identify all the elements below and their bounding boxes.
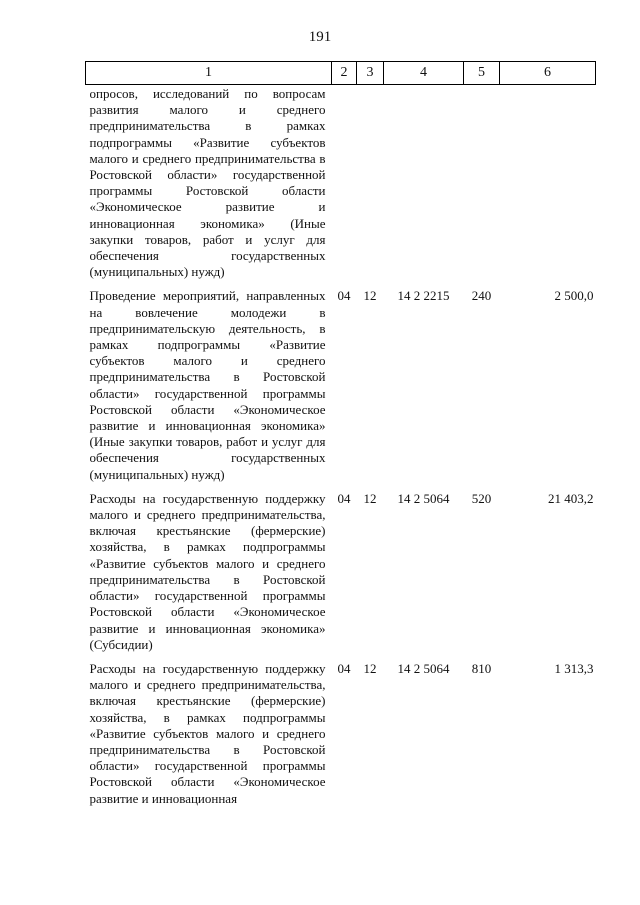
budget-table — [85, 61, 596, 807]
row-target-article — [384, 85, 464, 281]
row-expense-type — [464, 85, 500, 281]
row-subsection: 12 — [363, 288, 377, 304]
row-description: опросов, исследований по вопросам развития малого и среднего предпринимательства в рамках подпрограммы «Развитие субъектов малого и среднего предпринимательства в Ростовской области» государственной программы Ростовской области «Экономическое развитие и инновационная экономика» (Иные закупки товаров, работ и услуг для обеспечения государственных (муниципальных) нужд) — [89, 86, 326, 280]
column-header-4: 4 — [384, 62, 464, 85]
row-expense-type: 520 — [471, 490, 492, 506]
row-expense-type: 240 — [471, 288, 492, 304]
table-row — [86, 85, 596, 281]
row-amount: 21 403,2 — [548, 490, 594, 506]
column-header-3: 3 — [357, 62, 384, 85]
row-amount: 2 500,0 — [554, 288, 594, 304]
row-section: 04 — [337, 288, 351, 304]
row-target-article: 14 2 5064 — [397, 660, 450, 676]
column-header-6: 6 — [500, 62, 596, 85]
row-subsection — [357, 85, 384, 281]
column-header-2: 2 — [332, 62, 357, 85]
row-description: Расходы на государственную поддержку малого и среднего предпринимательства, включая крестьянские (фермерские) хозяйства, в рамках подпрограммы «Развитие субъектов малого и среднего предпринимательства в Ростовской области» государственной программы Ростовской области «Экономическое развитие и инновационная экономика» (Субсидии) — [89, 490, 326, 652]
row-subsection: 12 — [363, 660, 377, 676]
row-amount: 1 313,3 — [554, 660, 594, 676]
row-section: 04 — [337, 660, 351, 676]
row-section: 04 — [337, 490, 351, 506]
row-target-article: 14 2 5064 — [397, 490, 450, 506]
row-amount — [500, 85, 596, 281]
row-target-article: 14 2 2215 — [397, 288, 450, 304]
table-row — [86, 280, 596, 482]
table-row — [86, 483, 596, 653]
row-description: Проведение мероприятий, направленных на вовлечение молодежи в предпринимательскую деятельность, в рамках подпрограммы «Развитие субъектов малого и среднего предпринимательства в Ростовской области» государственной программы Ростовской области «Экономическое развитие и инновационная экономика» (Иные закупки товаров, работ и услуг для обеспечения государственных (муниципальных) нужд) — [89, 288, 326, 482]
row-subsection: 12 — [363, 490, 377, 506]
column-header-5: 5 — [464, 62, 500, 85]
table-row — [86, 653, 596, 807]
table-header-row — [86, 62, 596, 85]
row-description: Расходы на государственную поддержку малого и среднего предпринимательства, включая крестьянские (фермерские) хозяйства, в рамках подпрограммы «Развитие субъектов малого и среднего предпринимательства в Ростовской области» государственной программы Ростовской области «Экономическое развитие и инновационная — [89, 660, 326, 806]
row-expense-type: 810 — [471, 660, 492, 676]
column-header-1: 1 — [86, 62, 332, 85]
page-number: 191 — [308, 29, 332, 45]
row-section — [332, 85, 357, 281]
